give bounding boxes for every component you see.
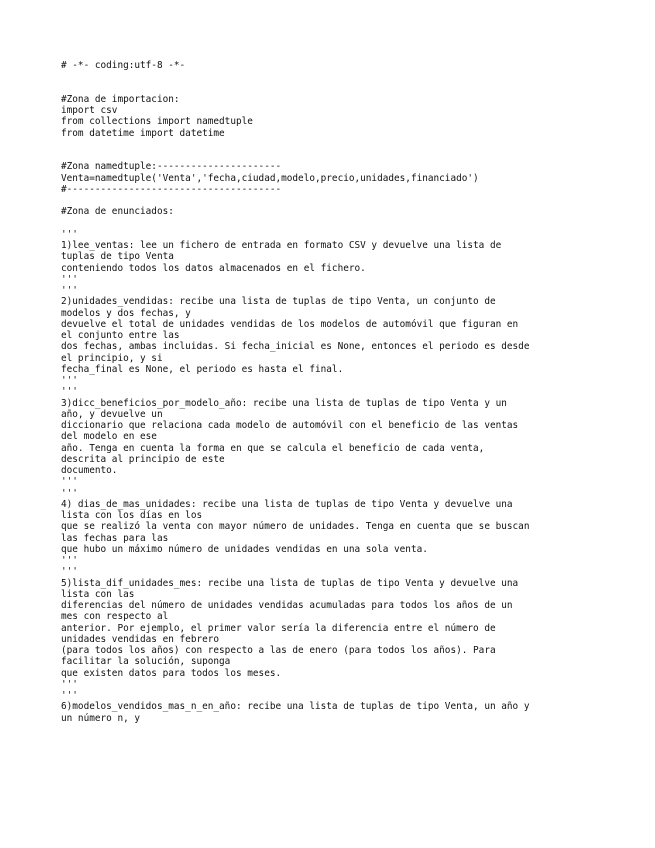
code-line: año. Tenga en cuenta la forma en que se calcula el beneficio de cada venta, [61, 442, 485, 454]
code-line: (para todos los años) con respecto a las de enero (para todos los años). Para [61, 645, 496, 656]
code-line: tuplas de tipo Venta [61, 251, 174, 263]
code-line: ''' [61, 678, 78, 690]
code-line: que se realizó la venta con mayor número de unidades. Tenga en cuenta que se buscan [61, 521, 530, 533]
code-line: lista con las [61, 588, 135, 600]
code-line: anterior. Por ejemplo, el primer valor sería la diferencia entre el número de [61, 622, 496, 634]
code-line: documento. [61, 465, 118, 476]
code-line: ''' [61, 690, 78, 701]
code-line: que hubo un máximo número de unidades vendidas en una sola venta. [61, 543, 428, 555]
code-line: ''' [61, 285, 78, 296]
code-line: ''' [61, 375, 78, 386]
code-line [61, 195, 606, 206]
code-line: facilitar la solución, suponga [61, 656, 231, 668]
code-line: el principio, y si [61, 352, 163, 364]
code-line: modelos y dos fechas, y [61, 307, 191, 319]
code-line: import csv [61, 105, 118, 116]
code-line: conteniendo todos los datos almacenados en el fichero. [61, 262, 366, 274]
code-line: 6)modelos_vendidos_mas_n_en_año: recibe una lista de tuplas de tipo Venta, un año y [61, 701, 530, 713]
code-line [61, 150, 606, 161]
code-line: #-------------------------------------- [61, 183, 282, 195]
code-line: ''' [61, 228, 78, 240]
code-line: del modelo en ese [61, 431, 157, 443]
code-line: ''' [61, 386, 78, 398]
code-line: ''' [61, 476, 78, 488]
code-line: #Zona de importacion: [61, 93, 180, 105]
code-line: año, y devuelve un [61, 408, 163, 420]
code-line: 4) dias_de_mas_unidades: recibe una lista de tuplas de tipo Venta y devuelve una [61, 498, 513, 510]
code-line: ''' [61, 487, 78, 499]
code-line: 2)unidades_vendidas: recibe una lista de tuplas de tipo Venta, un conjunto de [61, 296, 496, 308]
code-line: unidades vendidas en febrero [61, 633, 220, 645]
code-line: from datetime import datetime [61, 127, 225, 139]
code-line: devuelve el total de unidades vendidas de los modelos de automóvil que figuran en [61, 318, 519, 330]
code-line: ''' [61, 555, 78, 566]
code-line: 3)dicc_beneficios_por_modelo_año: recibe una lista de tuplas de tipo Venta y un [61, 397, 507, 409]
code-line: diccionario que relaciona cada modelo de automóvil con el beneficio de las ventas [61, 420, 519, 431]
code-line [61, 218, 606, 229]
code-line: # -*- coding:utf-8 -*- [61, 60, 186, 71]
code-line: descrita al principio de este [61, 453, 225, 465]
code-listing [61, 60, 606, 724]
code-line: el conjunto entre las [61, 330, 180, 341]
code-line: from collections import namedtuple [61, 116, 253, 128]
code-line: diferencias del número de unidades vendidas acumuladas para todos los años de un [61, 600, 513, 611]
code-line [61, 139, 606, 150]
code-line: un número n, y [61, 712, 141, 724]
code-line: #Zona de enunciados: [61, 206, 174, 218]
code-line: 1)lee_ventas: lee un fichero de entrada en formato CSV y devuelve una lista de [61, 240, 502, 251]
code-line: ''' [61, 566, 78, 578]
code-line: dos fechas, ambas incluidas. Si fecha_inicial es None, entonces el periodo es desde [61, 341, 530, 353]
code-line: fecha_final es None, el periodo es hasta el final. [61, 363, 344, 375]
code-line: mes con respecto al [61, 611, 169, 623]
code-line: ''' [61, 273, 78, 285]
code-line: 5)lista_dif_unidades_mes: recibe una lista de tuplas de tipo Venta y devuelve una [61, 577, 519, 589]
code-line: Venta=namedtuple('Venta','fecha,ciudad,modelo,precio,unidades,financiado') [61, 172, 479, 184]
code-line: las fechas para las [61, 532, 169, 544]
code-line: lista con los días en los [61, 510, 203, 521]
code-line: #Zona namedtuple:---------------------- [61, 161, 282, 173]
code-line [61, 83, 606, 94]
code-line [61, 71, 606, 82]
code-line: que existen datos para todos los meses. [61, 667, 282, 679]
